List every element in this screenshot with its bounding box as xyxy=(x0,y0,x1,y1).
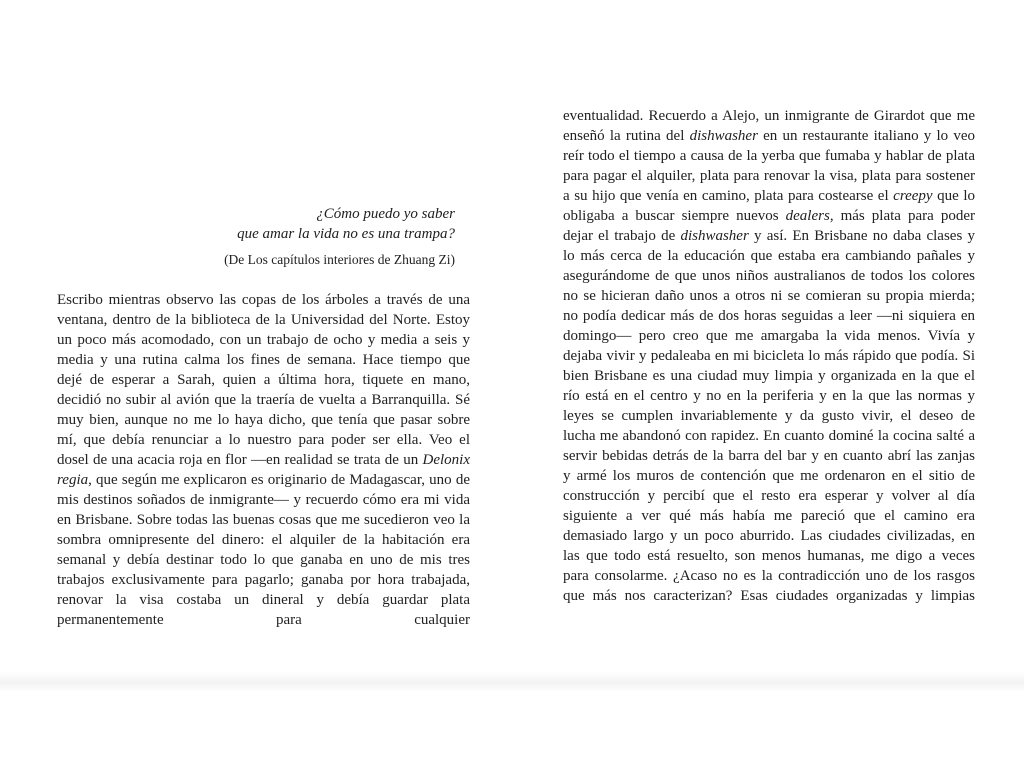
text-run: que lo obligaba a buscar siempre nuevos xyxy=(563,188,975,224)
italic-phrase: dishwasher xyxy=(689,128,758,144)
page-right xyxy=(563,0,975,672)
text-run: Escribo mientras observo las copas de los árboles a través de una ventana, dentro de la biblioteca de la Universidad del Norte. Estoy un poco más acomodado, con un trabajo de ocho y media a seis y media y una rutina calma los fines de semana. Hace tiempo que dejé de esperar a Sarah, quien a última hora, tiquete en mano, decidió no subir al avión que la traería de vuelta a Barranquilla. Sé muy bien, aunque no me lo haya dicho, que tenía que pasar sobre mí, que debía renunciar a lo nuestro para poder ser ella. Veo el dosel de una acacia roja en flor —en realidad se trata de un xyxy=(57,292,470,468)
text-run: en un restaurante italiano y lo veo reír todo el tiempo a causa de la yerba que fumaba y hablar de plata para pagar el alquiler, plata para renovar la visa, plata para sostener a su hijo que venía en camino, plata para costearse el xyxy=(563,128,975,204)
page-break-shadow xyxy=(0,671,1024,692)
epigraph xyxy=(57,204,455,269)
text-run: , que según me explicaron es originario de Madagascar, uno de mis destinos soñados de inmigrante— y recuerdo cómo era mi vida en Brisbane. Sobre todas las buenas cosas que me sucedieron veo la sombra omnipresente del dinero: el alquiler de la habitación era semanal y debía destinar todo lo que ganaba en uno de mis tres trabajos exclusivamente para pagarlo; ganaba por hora trabajada, renovar la visa costaba un dineral y debía guardar plata permanentemente para cualquier xyxy=(57,472,470,628)
epigraph-line-1: ¿Cómo puedo yo saber xyxy=(316,206,455,222)
page-left xyxy=(57,0,470,672)
italic-phrase: creepy xyxy=(893,188,933,204)
page-left-body-text xyxy=(57,290,470,630)
italic-phrase: Delonix regia xyxy=(57,452,470,488)
text-run: , más plata para poder dejar el trabajo de xyxy=(563,208,975,244)
epigraph-line-2: que amar la vida no es una trampa? xyxy=(237,226,455,242)
epigraph-attribution: (De Los capítulos interiores de Zhuang Zi) xyxy=(224,252,455,267)
text-run: eventualidad. Recuerdo a Alejo, un inmigrante de Girardot que me enseñó la rutina del xyxy=(563,108,975,144)
italic-phrase: dealers xyxy=(785,208,830,224)
italic-phrase: dishwasher xyxy=(680,228,749,244)
text-run: y así. En Brisbane no daba clases y lo más cerca de la educación que estaba era cambiando pañales y asegurándome de que unos niños australianos de todos los colores no se hicieran daño unos a otros ni se comieran su propia mierda; no podía dedicar más de dos horas seguidas a leer —ni siquiera en domingo— pero creo que me amargaba la vida menos. Vivía y dejaba vivir y pedaleaba en mi bicicleta lo más rápido que podía. Si bien Brisbane es una ciudad muy limpia y organizada en la que el río está en el centro y no en la periferia y en la que las normas y leyes se cumplen invariablemente y da gusto vivir, el deseo de lucha me abandonó con rapidez. En cuanto dominé la cocina salté a servir bebidas detrás de la barra del bar y en cuanto abrí las zanjas y armé los muros de contención que me ordenaron en el sitio de construcción y percibí que el resto era esperar y volver al día siguiente a ver qué más había me pareció que el camino era demasiado largo y un poco aburrido. Las ciudades civilizadas, en las que todo está resuelto, son menos humanas, me digo a veces para consolarme. ¿Acaso no es la contradicción uno de los rasgos que más nos caracterizan? Esas ciudades organizadas y limpias xyxy=(563,228,975,604)
page-right-body-text xyxy=(563,106,975,606)
